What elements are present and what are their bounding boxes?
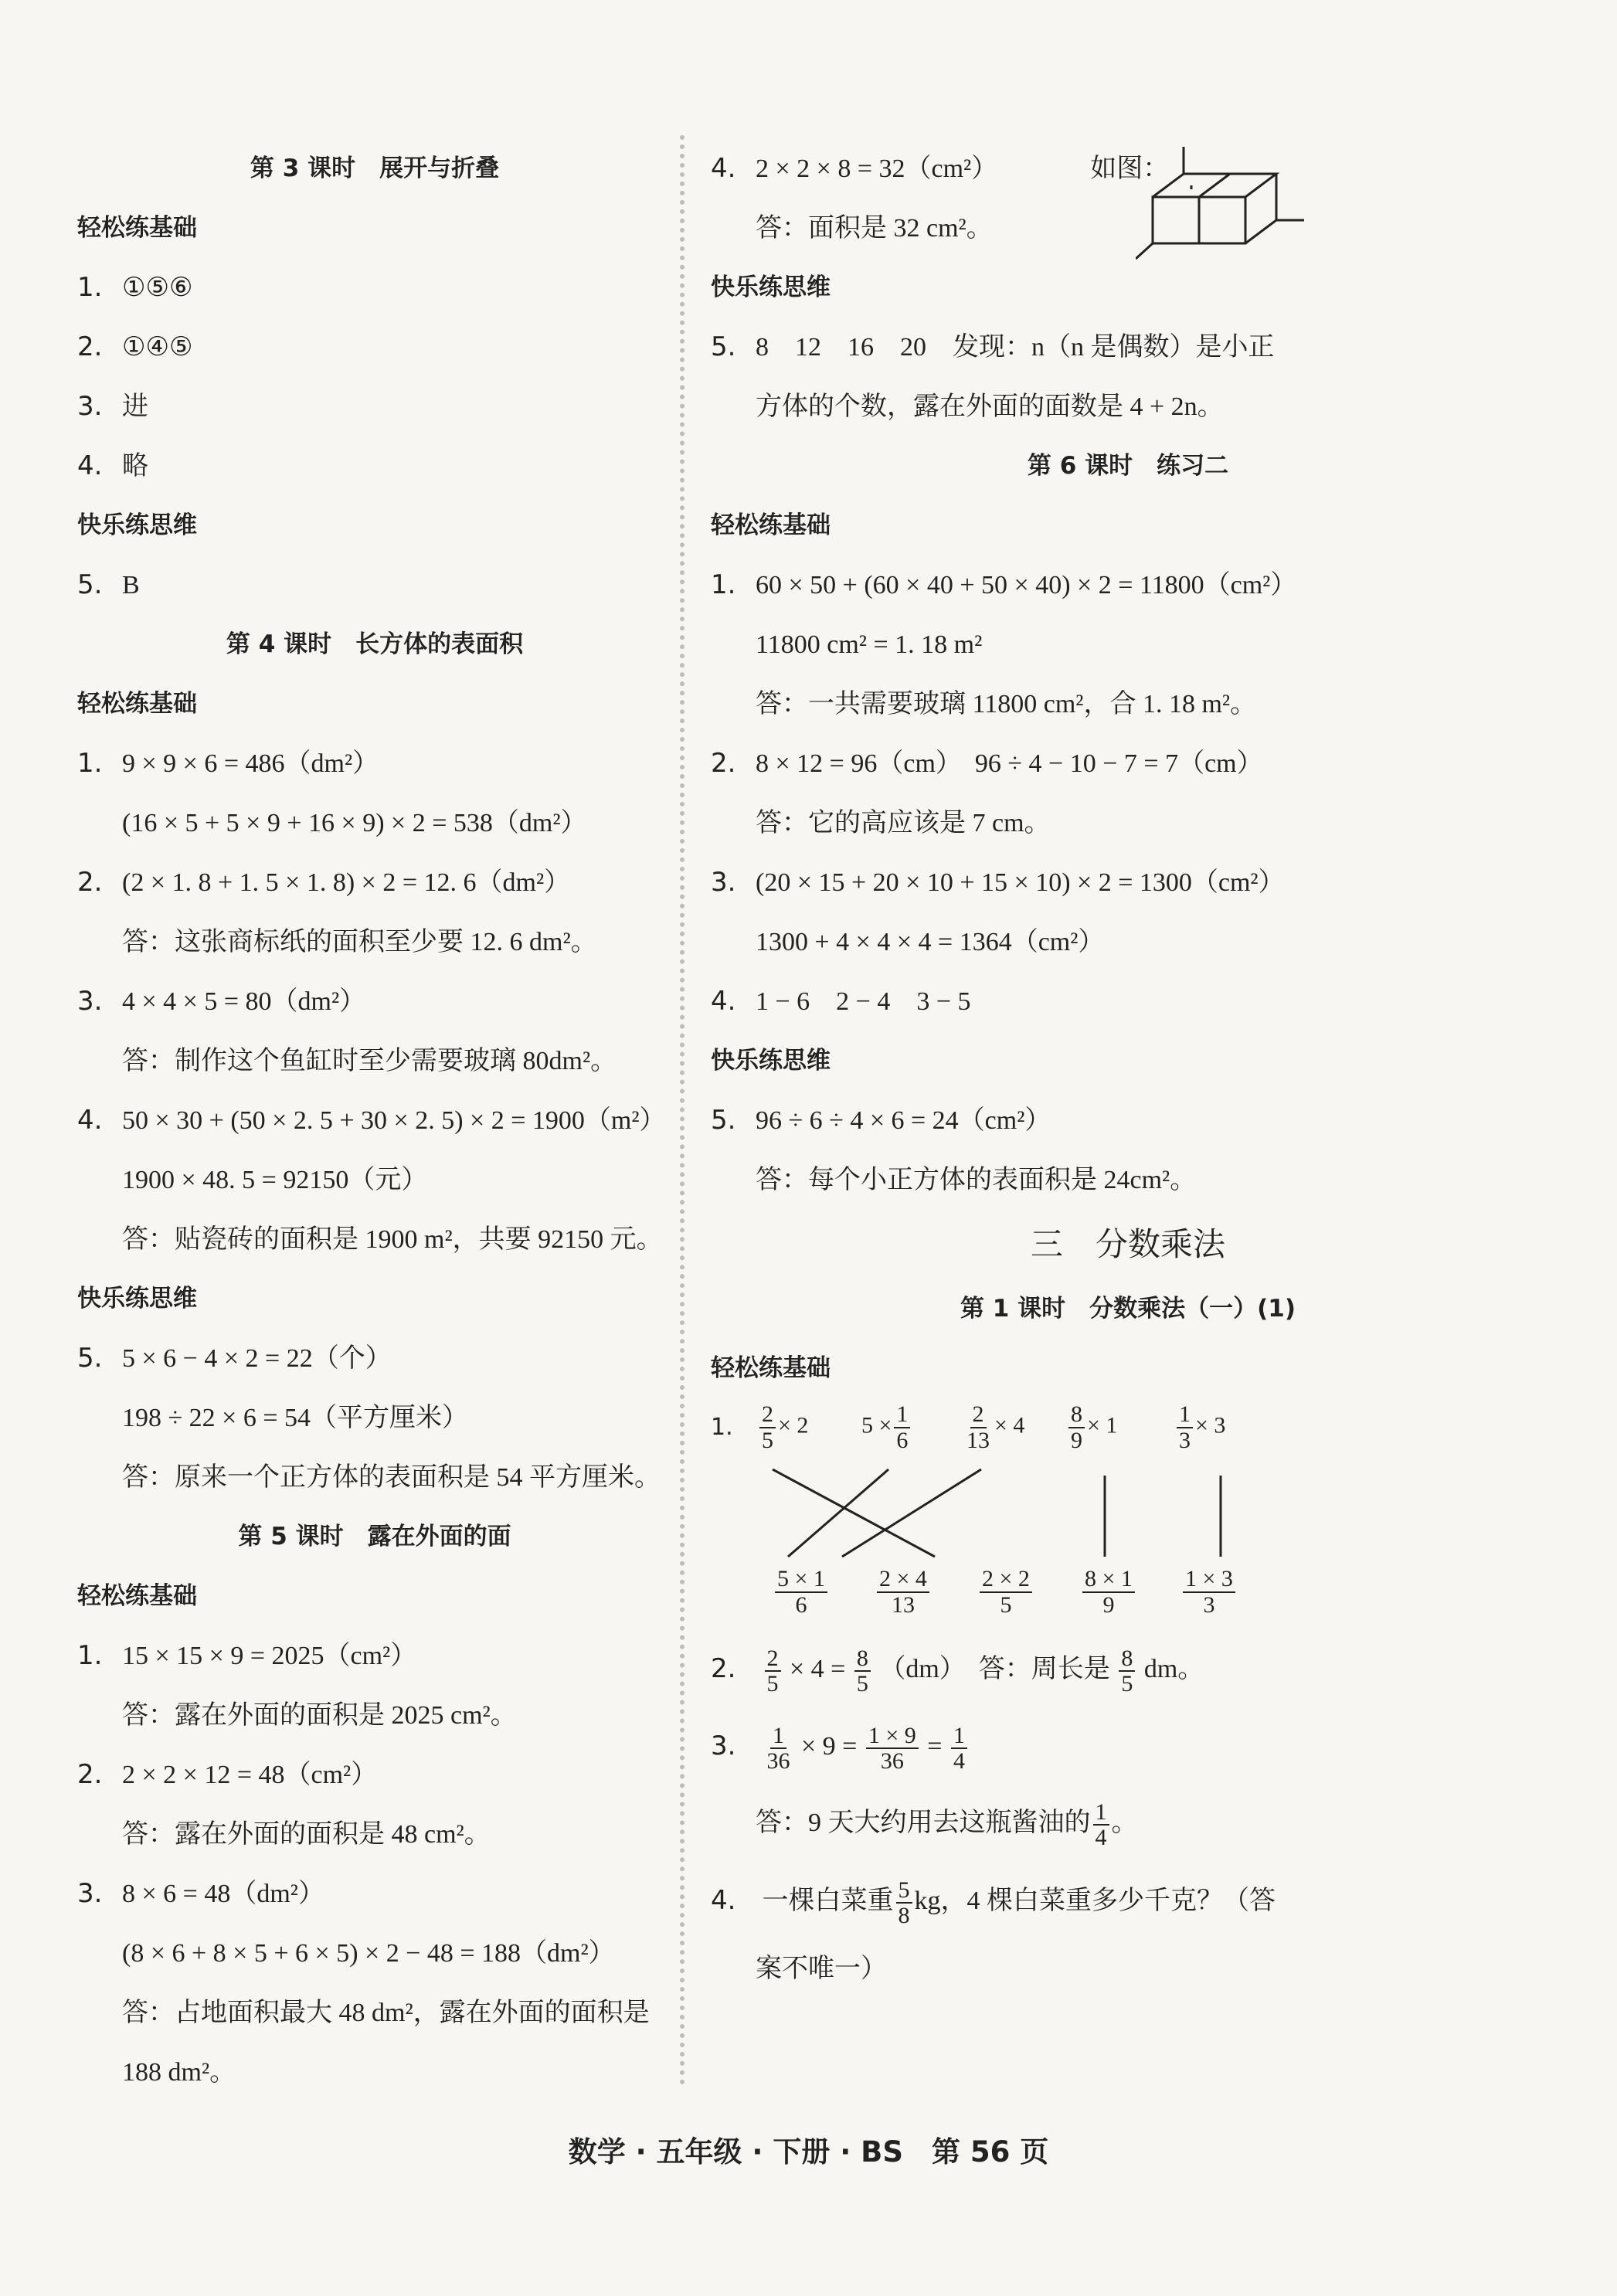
section-title: 第 3 课时 展开与折叠 [250, 155, 500, 182]
subheading: 轻松练基础 [77, 1582, 197, 1610]
matching-exercise [711, 1398, 1545, 1630]
answer-line [77, 436, 672, 496]
answer-line: 方体的个数，露在外面的面数是 4 + 2n。 [756, 392, 1224, 421]
match-bottom-item: $\frac{2 \times 2}{5}$ [977, 1567, 1034, 1617]
answer-line [711, 139, 1545, 199]
question-number: 3. [77, 1878, 103, 1909]
answer-line: 4. 一棵白菜重 $\frac{5}{8}$ kg，4 棵白菜重多少千克？（答 [711, 1862, 1545, 1939]
section-title: 第 4 课时 长方体的表面积 [226, 630, 524, 658]
question-number: 4. [711, 1885, 736, 1916]
answer-line: (16 × 5 + 5 × 9 + 16 × 9) × 2 = 538（dm²） [122, 809, 587, 837]
answer-line: 答：9 天大约用去这瓶酱油的 $\frac{1}{4}$ 。 [756, 1798, 1138, 1851]
answer-line: 188 dm²。 [122, 2058, 236, 2087]
answer-text: ①④⑤ [122, 333, 193, 362]
question-number: 4. [711, 153, 736, 184]
left-column [77, 139, 672, 2102]
match-top-item: $\frac{2}{13}$ × 4 [966, 1401, 1025, 1453]
answer-line [77, 555, 672, 615]
answer-line: 3. $\frac{1}{36}$ × 9 = $\frac{1 \times 9}{36}$ = $\frac{1}{4}$ [711, 1707, 1545, 1785]
answer-text: 60 × 50 + (60 × 40 + 50 × 40) × 2 = 11800（cm²） [756, 571, 1297, 599]
answer-text: (20 × 15 + 20 × 10 + 15 × 10) × 2 = 1300（cm²） [756, 868, 1285, 897]
answer-text: 2 × 2 × 12 = 48（cm²） [122, 1761, 378, 1789]
subheading: 快乐练思维 [711, 273, 831, 301]
answer-line: 案不唯一） [756, 1955, 887, 1983]
column-divider [680, 135, 685, 2086]
section-title: 第 5 课时 露在外面的面 [238, 1523, 511, 1550]
answer-line [77, 1864, 672, 1924]
answer-text: (2 × 1. 8 + 1. 5 × 1. 8) × 2 = 12. 6（dm²） [122, 868, 571, 897]
answer-line [77, 1745, 672, 1805]
answer-line: 答：露在外面的面积是 2025 cm²。 [122, 1701, 517, 1730]
figure-label: 如图： [1090, 155, 1170, 183]
answer-line [77, 1091, 672, 1150]
answer-text: 8 12 16 20 发现：n（n 是偶数）是小正 [756, 333, 1275, 362]
answer-line: 2. $\frac{2}{5}$ × 4 = $\frac{8}{5}$ （dm） 答：周长是 $\frac{8}{5}$ dm。 [711, 1630, 1545, 1707]
answer-text: ①⑤⑥ [122, 273, 193, 302]
answer-line [77, 1626, 672, 1686]
question-number: 4. [77, 450, 103, 481]
question-number: 5. [711, 331, 736, 362]
answer-line: 答：面积是 32 cm²。 [756, 214, 993, 243]
question-number: 3. [77, 986, 103, 1017]
answer-line [77, 318, 672, 377]
question-number: 3. [711, 1730, 736, 1761]
answer-line: 答：原来一个正方体的表面积是 54 平方厘米。 [122, 1463, 661, 1492]
subheading: 轻松练基础 [77, 214, 197, 242]
answer-text: 1 − 6 2 − 4 3 − 5 [756, 987, 971, 1016]
question-number: 1. [77, 1640, 103, 1671]
question-number: 1. [77, 272, 103, 303]
question-number: 2. [711, 1653, 736, 1684]
question-number: 1. [711, 1414, 733, 1441]
section-title: 第 6 课时 练习二 [1027, 452, 1229, 480]
answer-line: 198 ÷ 22 × 6 = 54（平方厘米） [122, 1404, 469, 1432]
answer-text: 96 ÷ 6 ÷ 4 × 6 = 24（cm²） [756, 1106, 1051, 1135]
subheading: 快乐练思维 [77, 1285, 197, 1313]
answer-line [711, 972, 1545, 1031]
match-bottom-item: $\frac{5 \times 1}{6}$ [773, 1567, 830, 1617]
match-bottom-item: $\frac{1 \times 3}{3}$ [1180, 1567, 1238, 1617]
subheading: 轻松练基础 [711, 1354, 831, 1382]
answer-line [711, 853, 1545, 912]
answer-text: 4 × 4 × 5 = 80（dm²） [122, 987, 366, 1016]
answer-text: B [122, 571, 140, 599]
answer-line: 11800 cm² = 1. 18 m² [756, 630, 983, 659]
answer-line [711, 318, 1545, 377]
answer-line: 答：贴瓷砖的面积是 1900 m²，共要 92150 元。 [122, 1225, 663, 1254]
question-number: 1. [77, 748, 103, 779]
match-bottom-item: $\frac{2 \times 4}{13}$ [875, 1567, 932, 1617]
section-title: 第 1 课时 分数乘法（一）(1) [960, 1295, 1296, 1323]
answer-line [77, 972, 672, 1031]
answer-text: 8 × 6 = 48（dm²） [122, 1880, 324, 1908]
answer-text: 50 × 30 + (50 × 2. 5 + 30 × 2. 5) × 2 = 1900（m²） [122, 1106, 666, 1135]
question-number: 5. [77, 569, 103, 600]
right-column [711, 139, 1545, 1999]
question-number: 2. [77, 1759, 103, 1790]
chapter-title: 三 分数乘法 [1030, 1225, 1225, 1263]
question-number: 4. [77, 1105, 103, 1136]
question-number: 5. [77, 1343, 103, 1374]
answer-line: 答：占地面积最大 48 dm²，露在外面的面积是 [122, 1999, 650, 2027]
question-number: 1. [711, 569, 736, 600]
answer-line: 答：制作这个鱼缸时至少需要玻璃 80dm²。 [122, 1047, 617, 1075]
subheading: 轻松练基础 [711, 511, 831, 539]
answer-line [77, 853, 672, 912]
answer-line [711, 555, 1545, 615]
subheading: 快乐练思维 [711, 1047, 831, 1075]
answer-line: 答：这张商标纸的面积至少要 12. 6 dm²。 [122, 928, 597, 956]
answer-line: 1900 × 48. 5 = 92150（元） [122, 1166, 428, 1194]
match-bottom-item: $\frac{8 \times 1}{9}$ [1080, 1567, 1137, 1617]
answer-text: 略 [122, 452, 148, 481]
match-top-item: $\frac{8}{9}$ × 1 [1066, 1402, 1117, 1452]
answer-line [711, 734, 1545, 793]
answer-line [77, 258, 672, 318]
question-number: 4. [711, 986, 736, 1017]
answer-text: 15 × 15 × 9 = 2025（cm²） [122, 1642, 417, 1670]
answer-text: 5 × 6 − 4 × 2 = 22（个） [122, 1344, 392, 1373]
question-number: 2. [711, 748, 736, 779]
question-number: 5. [711, 1105, 736, 1136]
answer-line [77, 377, 672, 436]
subheading: 快乐练思维 [77, 511, 197, 539]
match-top-item: $\frac{1}{3}$ × 3 [1174, 1402, 1225, 1452]
answer-text: 8 × 12 = 96（cm） 96 ÷ 4 − 10 − 7 = 7（cm） [756, 749, 1263, 778]
answer-line: 答：一共需要玻璃 11800 cm²，合 1. 18 m²。 [756, 690, 1257, 718]
answer-line: 1300 + 4 × 4 × 4 = 1364（cm²） [756, 928, 1105, 956]
answer-line [711, 1091, 1545, 1150]
page-footer: 数学 · 五年级 · 下册 · BS 第 56 页 [568, 2135, 1049, 2169]
question-number: 3. [711, 867, 736, 898]
answer-line [77, 1329, 672, 1388]
match-top-item: 5 × $\frac{1}{6}$ [861, 1402, 912, 1452]
match-top-item: $\frac{2}{5}$ × 2 [757, 1402, 808, 1452]
answer-line: 答：它的高应该是 7 cm。 [756, 809, 1051, 837]
answer-text: 进 [122, 392, 148, 421]
question-number: 2. [77, 867, 103, 898]
question-number: 3. [77, 391, 103, 422]
subheading: 轻松练基础 [77, 690, 197, 718]
answer-text: 2 × 2 × 8 = 32（cm²） [756, 155, 998, 183]
answer-line: 答：露在外面的面积是 48 cm²。 [122, 1820, 491, 1849]
answer-text: 9 × 9 × 6 = 486（dm²） [122, 749, 379, 778]
answer-line: (8 × 6 + 8 × 5 + 6 × 5) × 2 − 48 = 188（dm²） [122, 1939, 615, 1968]
answer-line [77, 734, 672, 793]
question-number: 2. [77, 331, 103, 362]
answer-line: 答：每个小正方体的表面积是 24cm²。 [756, 1166, 1197, 1194]
